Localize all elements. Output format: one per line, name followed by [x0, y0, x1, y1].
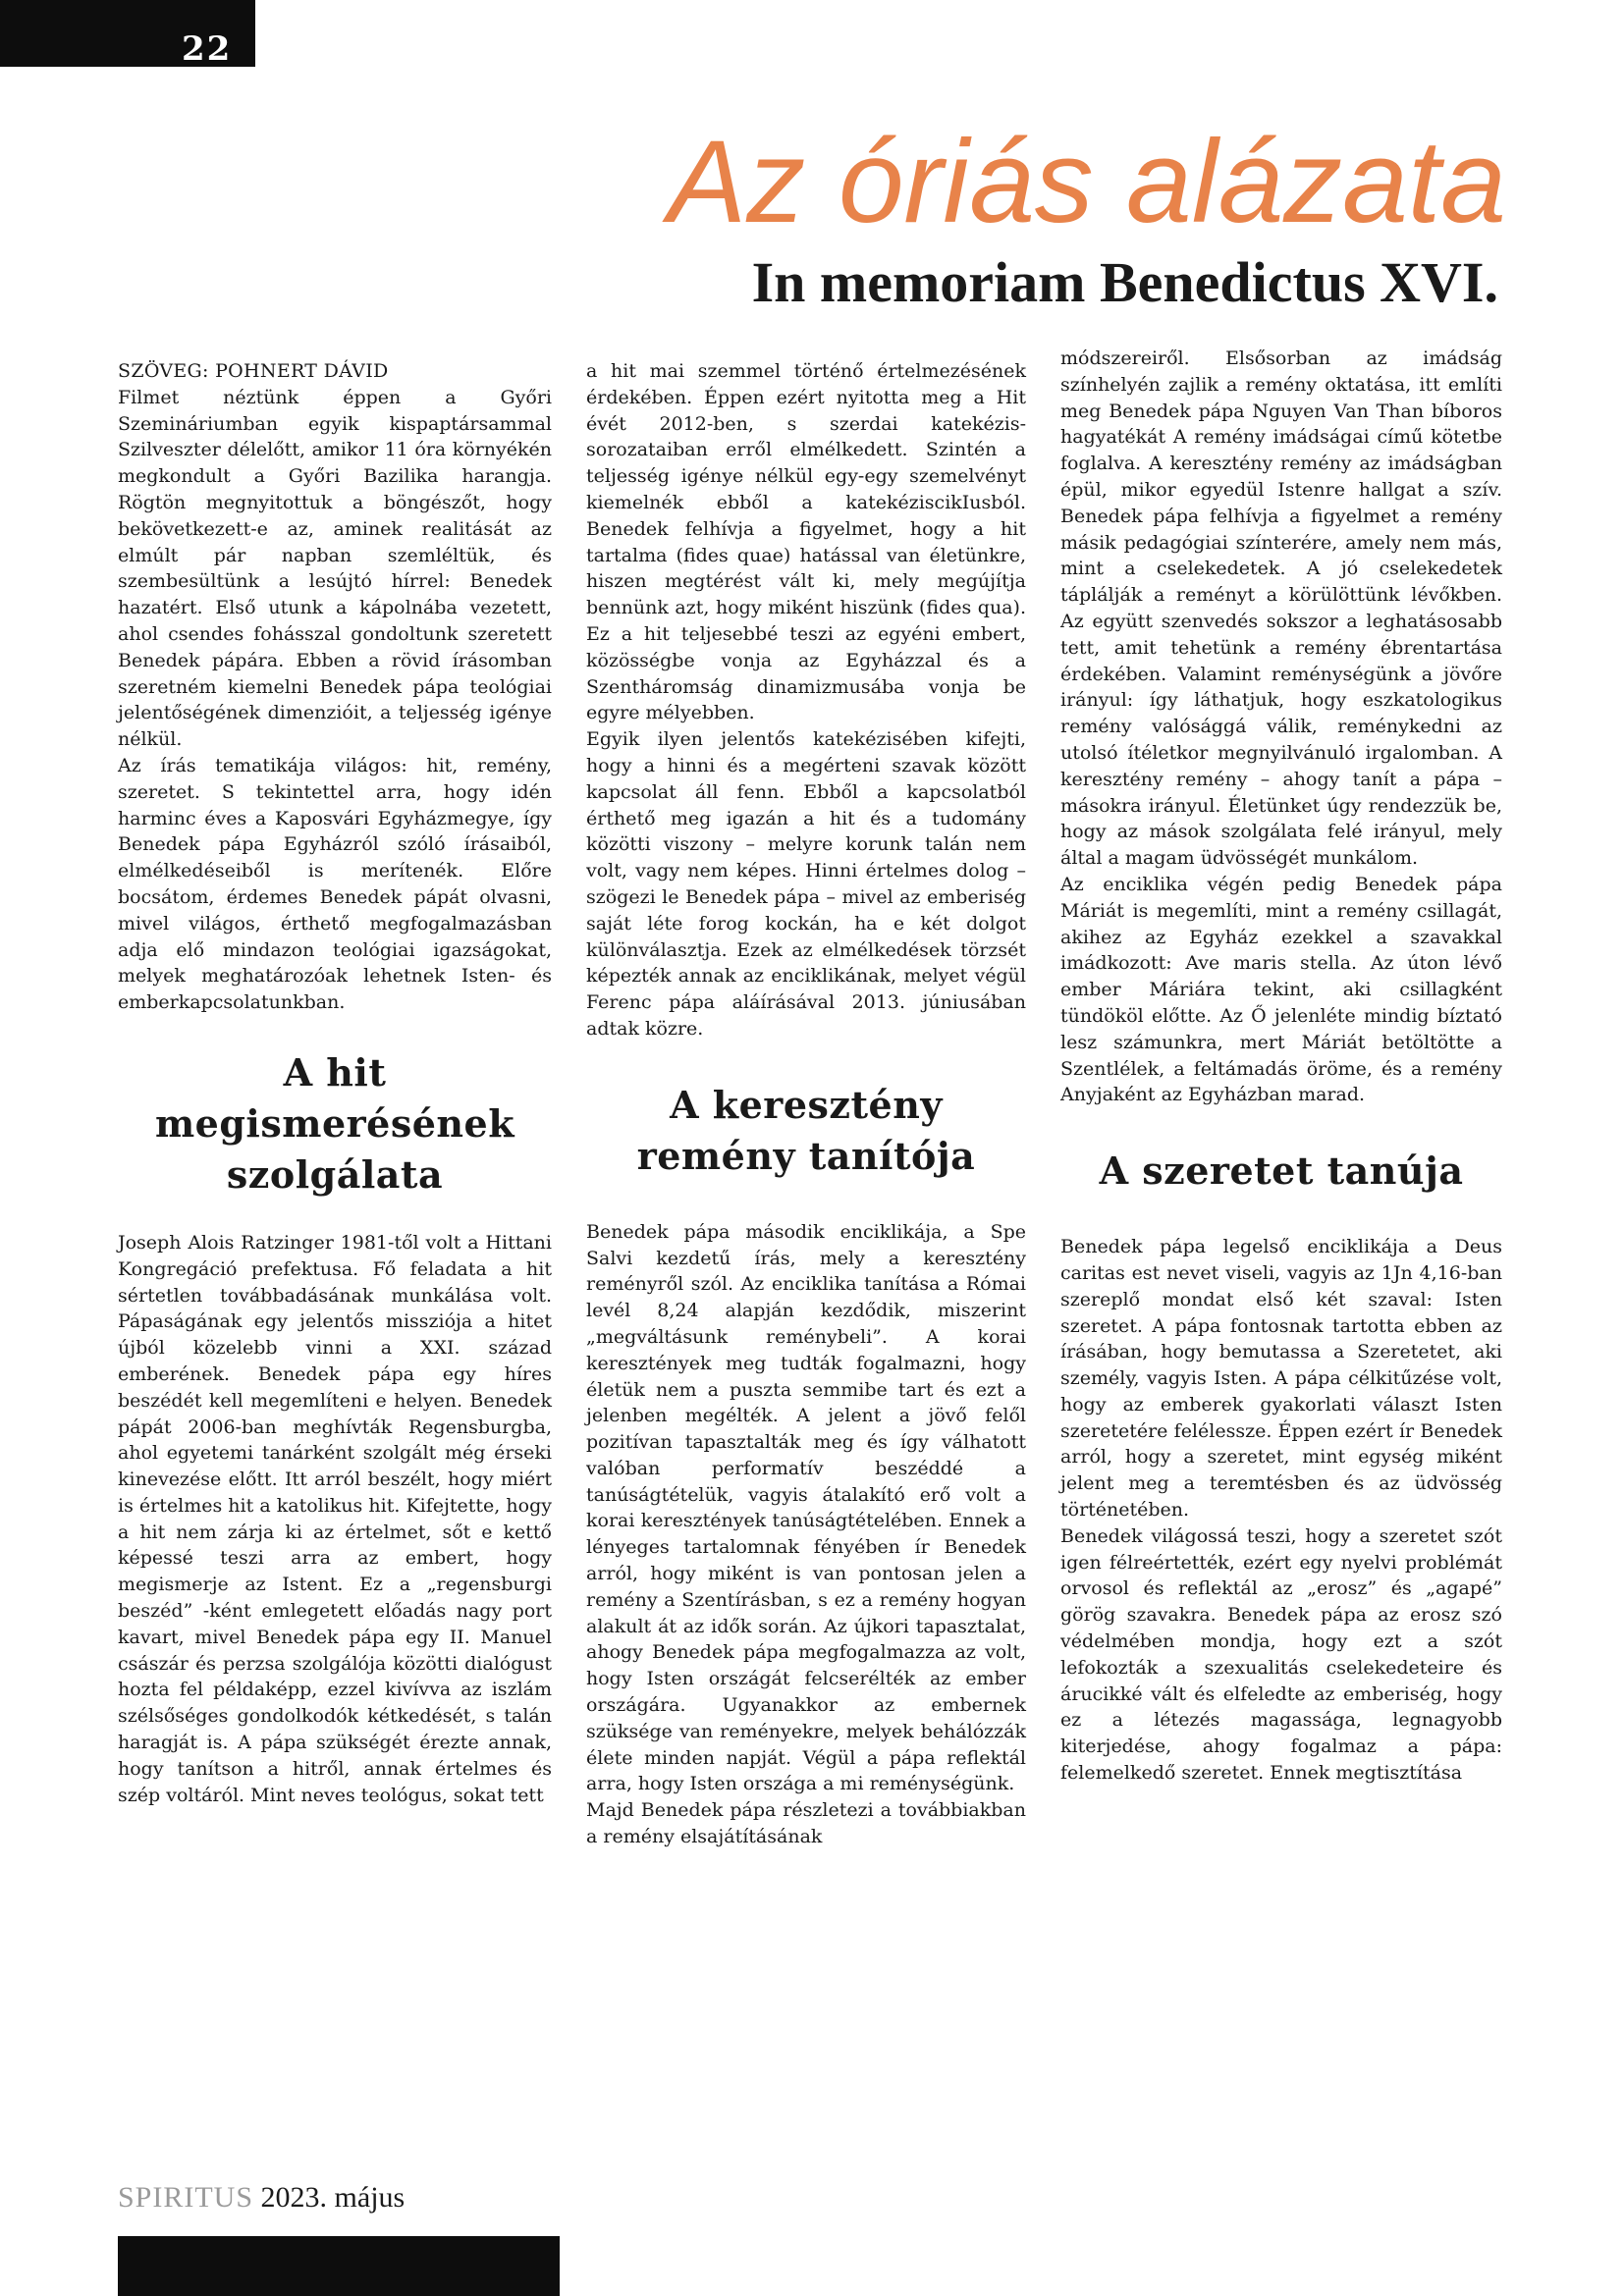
- paragraph: Joseph Alois Ratzinger 1981-től volt a Hittani Kongregáció prefektusa. Fő feladata a hit sértetlen továbbadásának munkálása volt. Pápaságának egy jelentős missziója a hitet újból közelebb vinni a XXI. század emberének. Benedek pápa egy híres beszédét kell megemlíteni e helyen. Benedek pápát 2006-ban meghívták Regensburgba, ahol egyetemi tanárként szolgált még érseki kinevezése előtt. Itt arról beszélt, hogy miért is értelmes hit a katolikus hit. Kifejtette, hogy a hit nem zárja ki az értelmet, sőt e kettő képessé teszi arra az embert, hogy megismerje az Istent. Ez a „regensburgi beszéd” -ként emlegetett előadás nagy port kavart, mivel Benedek pápa egy II. Manuel császár és perzsa szolgálója közötti dialógust hozta fel példaképp, ezzel kivívva az iszlám szélsőséges gondolkodók kétkedését, s talán haragját is. A pápa szükségét érezte annak, hogy tanítson a hitről, annak értelmes és szép voltáról. Mint neves teológus, sokat tett: [118, 1231, 552, 1806]
- magazine-name: SPIRITUS: [118, 2181, 254, 2214]
- issue-date: 2023. május: [260, 2181, 406, 2214]
- paragraph: Benedek pápa második enciklikája, a Spe Salvi kezdetű írás, mely a keresztény reményről szól. Az enciklika tanítása a Római levél 8,24 alapján kezdődik, miszerint „megváltásunk reménybeli”. A korai keresztények meg tudták fogalmazni, hogy életük nem a puszta semmibe tart és ezt a jelenben megélték. A jelent a jövő felől pozitívan tapasztalták meg és így válhatott valóban performatív beszéddé a tanúságtételük, vagyis átalakító erő volt a korai keresztények tanúságtételében. Ennek a lényeges tartalomnak fényében ír Benedek arról, hogy miként is van pontosan jelen a remény a Szentírásban, s ez a remény hogyan alakult át az idők során. Az újkori tapasztalat, ahogy Benedek pápa megfogalmazza az volt, hogy Isten országát felcserélték az ember országára. Ugyanakkor az embernek szüksége van reményekre, melyek behálózzák élete minden napját. Végül a pápa reflektál arra, hogy Isten országa a mi reménységünk.: [586, 1220, 1026, 1795]
- section-heading-faith: A hit megismerésének szolgálata: [154, 1049, 515, 1197]
- paragraph: Az enciklika végén pedig Benedek pápa Máriát is megemlíti, mint a remény csillagát, akihez az Egyház ezekkel a szavakkal imádkozott: Ave maris stella. Az úton lévő ember Máriára tekint, aki csillagként tündököl előtte. Az Ő jelenléte mindig bíztató lesz számunkra, mert Máriát betöltötte a Szentlélek, a feltámadás öröme, és a remény Anyjaként az Egyházban marad.: [1060, 873, 1502, 1106]
- article-subtitle: In memoriam Benedictus XVI.: [751, 250, 1498, 314]
- paragraph: módszereiről. Elsősorban az imádság színhelyén zajlik a remény oktatása, itt említi meg Benedek pápa Nguyen Van Than bíboros hagyatékát A remény imádságai című kötetbe foglalva. A keresztény remény az imádságban épül, mikor egyedül Istenre hallgat a szív. Benedek pápa felhívja a figyelmet a remény másik pedagógiai színterére, amely nem más, mint a cselekedetek. A jó cselekedetek táplálják a reményt a körülöttünk lévőkben. Az együtt szenvedés sokszor a leghatásosabb tett, amit tehetünk a remény ébrentartása érdekében. Valamint reménységünk a jövőre irányul: így láthatjuk, hogy eszkatologikus remény valósággá válik, reménykedni az utolsó ítéletkor megnyilvánuló irgalomban. A keresztény remény – ahogy tanít a pápa – másokra irányul. Életünket úgy rendezzük be, hogy az mások szolgálata felé irányul, mely által a magam üdvösségét munkálom.: [1060, 347, 1502, 870]
- section-heading-hope: A keresztény remény tanítója: [636, 1082, 976, 1178]
- byline: SZÖVEG: POHNERT DÁVID: [118, 360, 389, 382]
- footer-bar: [118, 2236, 560, 2296]
- paragraph: Filmet néztünk éppen a Győri Szemináriumban egyik kispaptársammal Szilveszter délelőtt, amikor 11 óra környékén megkondult a Győri Bazilika harangja. Rögtön megnyitottuk a böngészőt, hogy bekövetkezett-e az, aminek realitását az elmúlt pár napban szemléltük, és szembesültünk a lesújtó hírrel: Benedek hazatért. Első utunk a kápolnába vezetett, ahol csendes fohásszal gondoltunk szeretett Benedek pápára. Ebben a rövid írásomban szeretném kiemelni Benedek pápa teológiai jelentőségének dimenzióit, a teljesség igénye nélkül.: [118, 386, 552, 751]
- paragraph: a hit mai szemmel történő értelmezésének érdekében. Éppen ezért nyitotta meg a Hit évét 2012-ben, s szerdai katekézis-sorozataiban erről elmélkedett. Szintén a teljesség igénye nélkül egy-egy szemelvényt kiemelnék ebből a katekéziscikIusból. Benedek felhívja a figyelmet, hogy a hit tartalma (fides quae) hatással van életünkre, hiszen megtérést vált ki, mely megújítja bennünk azt, hogy miként hiszünk (fides qua). Ez a hit teljesebbé teszi az egyéni embert, közösségbe vonja az Egyházzal és a Szentháromság dinamizmusába vonja be egyre mélyebben.: [586, 360, 1026, 724]
- paragraph: Az írás tematikája világos: hit, remény, szeretet. S tekintettel arra, hogy idén harminc éves a Kaposvári Egyházmegye, így Benedek pápa Egyházról szóló írásaiból, elmélkedéseiből is merítenék. Előre bocsátom, érdemes Benedek pápát olvasni, mivel világos, érthető megfogalmazásban adja elő mindazon teológiai igazságokat, melyek meghatározóak lehetnek Isten- és emberkapcsolatunkban.: [118, 754, 552, 1014]
- footer: [118, 2181, 405, 2215]
- paragraph: Egyik ilyen jelentős katekézisében kifejti, hogy a hinni és a megérteni szavak között kapcsolat áll fenn. Ebből a kapcsolatból érthető meg igazán a hit és a tudomány közötti viszony – melyre korunk talán nem volt, vagy nem képes. Hinni értelmes dolog – szögezi le Benedek pápa – mivel az emberiség saját léte forog kockán, ha e két dolgot különválasztja. Ezek az elmélkedések törzsét képezték annak az enciklikának, melyet végül Ferenc pápa aláírásával 2013. júniusában adtak közre.: [586, 728, 1026, 1040]
- column-1: [118, 358, 552, 1808]
- paragraph: Majd Benedek pápa részletezi a továbbiakban a remény elsajátításának: [586, 1799, 1026, 1848]
- article-title: Az óriás alázata: [668, 116, 1506, 247]
- paragraph: Benedek pápa legelső enciklikája a Deus caritas est nevet viseli, vagyis az 1Jn 4,16-ban szereplő mondat első két szaval: Isten szeretet. A pápa fontosnak tartotta ebben az írásában, hogy bemutassa a Szeretetet, aki személy, vagyis Isten. A pápa célkitűzése volt, hogy az emberek gyakorlati választ Isten szeretetére felélessze. Éppen ezért ír Benedek arról, hogy a szeretet, mint egység miként jelent meg a teremtésben és az üdvösség történetében.: [1060, 1236, 1502, 1522]
- column-2: [586, 358, 1026, 1850]
- column-3: [1060, 346, 1502, 1787]
- section-heading-love: A szeretet tanúja: [1099, 1148, 1464, 1194]
- paragraph: Benedek világossá teszi, hogy a szeretet szót igen félreértették, ezért egy nyelvi problémát orvosol és reflektál az „erosz” és „agapé” görög szavakra. Benedek pápa az erosz szó védelmében mondja, hogy ezt a szót lefokozták a szexualitás cselekedeteire és árucikké vált és elfeledte az emberiség, hogy ez a létezés magassága, legnagyobb kiterjedése, ahogy fogalmaz a pápa: felemelkedő szeretet. Ennek megtisztítása: [1060, 1524, 1502, 1785]
- page-number: 22: [182, 29, 233, 69]
